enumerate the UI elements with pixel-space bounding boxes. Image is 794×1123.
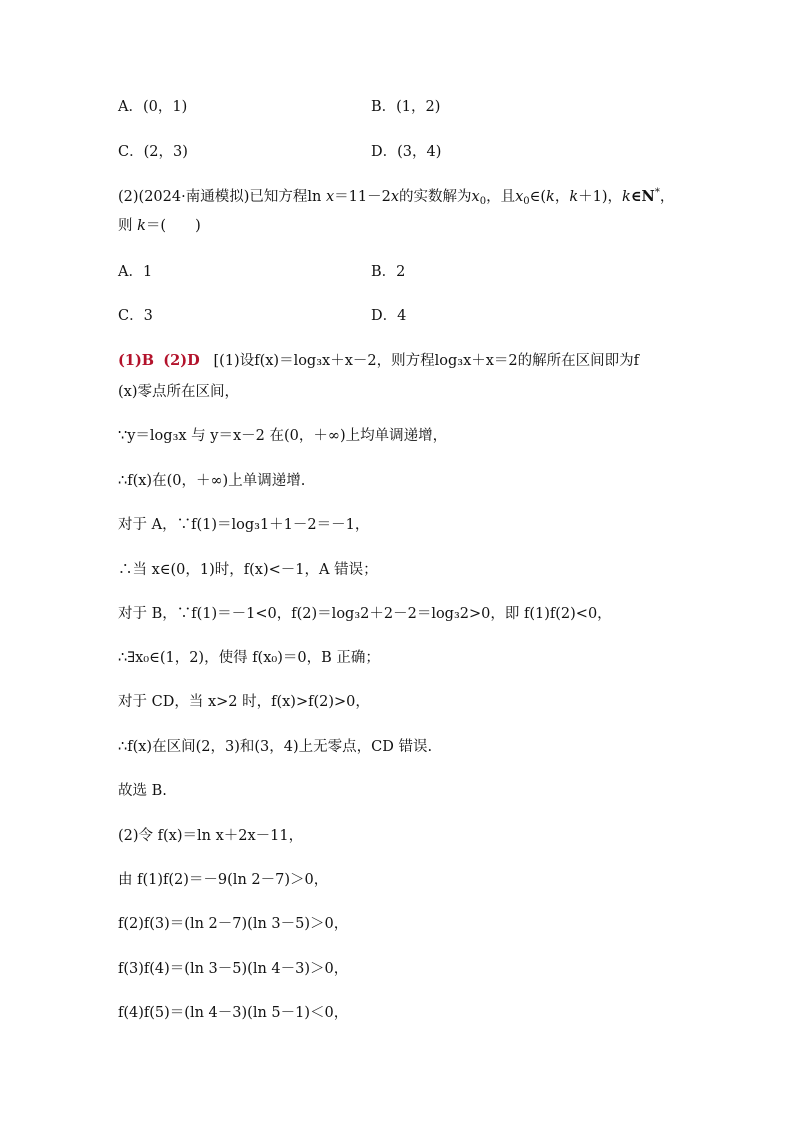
answer-line-2: ∵y＝log₃x 与 y＝x－2 在(0，＋∞)上均单调递增， [118,428,448,444]
answer-line-9: ∴f(x)在区间(2，3)和(3，4)上无零点，CD 错误. [118,739,433,755]
var-x0: x [471,189,480,205]
answer-line-14: f(3)f(4)＝(ln 3－5)(ln 4－3)＞0， [118,961,349,977]
question2-line1 [118,187,688,207]
var-k: k [569,189,579,205]
answer-line-6: 对于 B，∵f(1)＝－1<0，f(2)＝log₃2＋2－2＝log₃2>0，即 f(1)f(2)<0， [118,606,612,622]
answer-line-11: (2)令 f(x)＝ln x＋2x－11， [118,828,304,844]
answer-line-8: 对于 CD，当 x>2 时，f(x)>f(2)>0， [118,694,370,710]
q2-text: ＝11－2 [334,189,391,205]
q2-text: ＝( ) [145,218,201,234]
var-x: x [390,189,400,205]
answer-line-7: ∴∃x₀∈(1，2)，使得 f(x₀)＝0，B 正确； [118,650,380,666]
subscript: 0 [523,196,530,207]
var-x: x [325,189,335,205]
answer-label-1: (1)B [118,352,155,369]
answer-line-15: f(4)f(5)＝(ln 4－3)(ln 5－1)＜0， [118,1005,349,1021]
option-q1-c: C．(2，3) [118,144,188,160]
subscript: 0 [479,196,487,207]
option-q1-b: B．(1，2) [371,99,441,115]
option-q2-b: B．2 [371,264,406,280]
q2-text: ， [659,189,675,205]
natural-set: ∈N [630,188,655,205]
var-k: k [546,189,555,205]
answer-text: [(1)设f(x)＝log₃x＋x－2，则方程log₃x＋x＝2的解所在区间即为f [213,353,640,369]
var-k: k [137,218,146,234]
answer-line-12: 由 f(1)f(2)＝－9(ln 2－7)＞0， [118,872,329,888]
q2-text: 则 [118,218,138,234]
answer-line-13: f(2)f(3)＝(ln 2－7)(ln 3－5)＞0， [118,916,349,932]
option-q2-a: A．1 [118,264,153,280]
q2-text: ， [554,189,570,205]
answer-line-3: ∴f(x)在(0，＋∞)上单调递增. [118,473,306,489]
answer-line-0 [118,351,688,371]
q2-text: ∈( [529,189,547,205]
var-k: k [622,189,631,205]
option-q2-c: C．3 [118,308,153,324]
answer-line-5: ∴当 x∈(0，1)时，f(x)<－1，A 错误； [118,562,378,578]
answer-line-10: 故选 B. [118,783,167,799]
option-q2-d: D．4 [371,308,407,324]
answer-line-4: 对于 A，∵f(1)＝log₃1＋1－2＝－1， [118,517,370,533]
option-q1-a: A．(0，1) [118,99,188,115]
option-q1-d: D．(3，4) [371,144,442,160]
q2-text: 的实数解为 [399,189,472,205]
answer-label-2: (2)D [163,352,200,369]
question2-line2 [118,216,688,236]
q2-text: (2)(2024·南通模拟)已知方程ln [118,189,326,205]
var-x0: x [515,189,524,205]
q2-text: ，且 [486,189,516,205]
answer-line-1: (x)零点所在区间， [118,384,239,400]
q2-text: ＋1)， [578,189,623,205]
superscript: * [654,187,660,198]
